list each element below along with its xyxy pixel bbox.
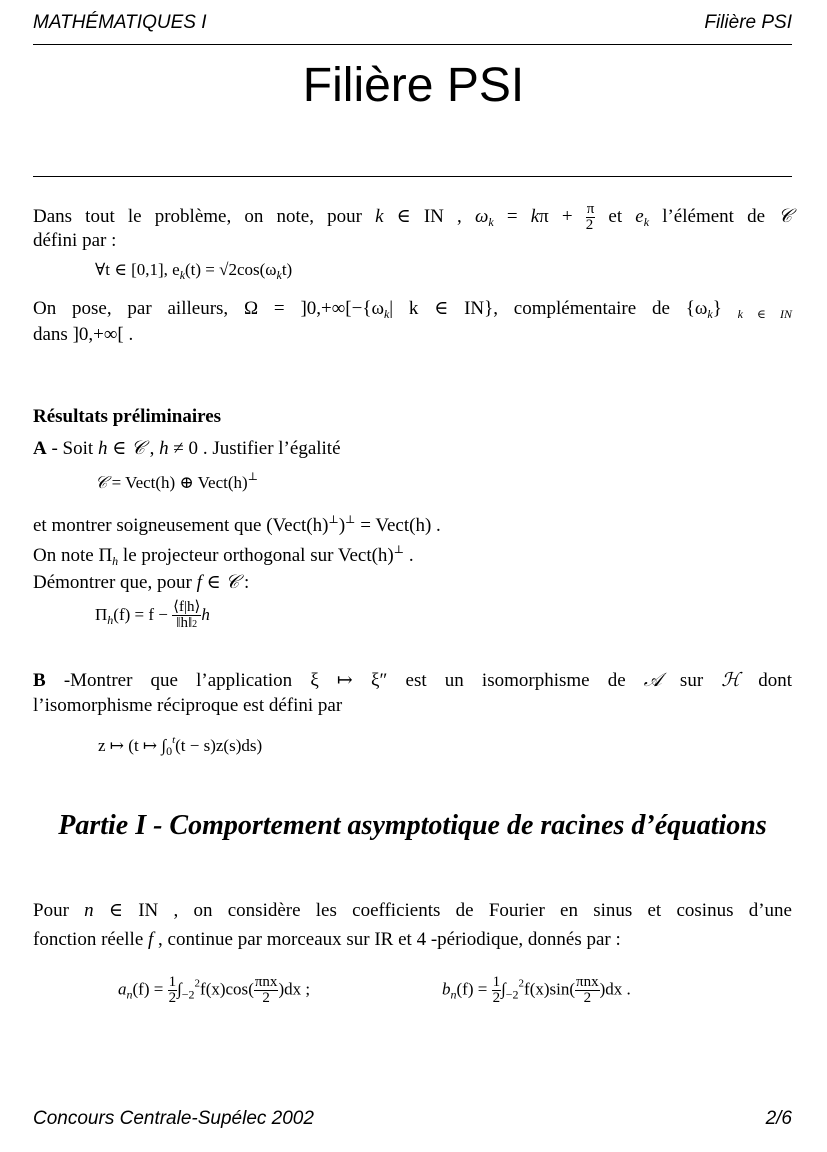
- intro-line-1: Dans tout le problème, on note, pour k ∈ IN , $\omega_k = k\pi$ + $\frac{\pi}{2}$ et $e_k$ l’élément de 𝒞: [33, 201, 793, 233]
- intro-line-2: défini par :: [33, 230, 117, 251]
- formula-inverse: z ↦ (t ↦ $\int_0^t(t - s)z(s)ds$): [98, 734, 263, 758]
- prelim-a-line-3: On note $\Pi_h$ le projecteur orthogonal sur Vect(h)⊥ .: [33, 544, 414, 568]
- header-left: MATHÉMATIQUES I: [33, 12, 207, 33]
- prelim-heading: Résultats préliminaires: [33, 406, 222, 427]
- footer-left: Concours Centrale-Supélec 2002: [33, 1108, 314, 1129]
- page-title: Filière PSI: [302, 59, 525, 112]
- header-right: Filière PSI: [704, 12, 792, 33]
- formula-ek: ∀t ∈ [0,1], $e_k(t) = √2\cos(\omega_kt)$: [95, 260, 293, 282]
- formula-decomposition: 𝒞 = Vect(h) ⊕ Vect(h)⊥: [95, 471, 259, 492]
- header-rule: [33, 44, 792, 45]
- prelim-a-line-4: Démontrer que, pour f ∈ 𝒞 :: [33, 572, 250, 593]
- prelim-a-line-2: et montrer soigneusement que (Vect(h)⊥)⊥ = Vect(h) .: [33, 514, 441, 536]
- intro-line-3: On pose, par ailleurs, $\Omega = ]0,+\infty[-\{\omega_k|$ k ∈ IN}, complémentaire de $\{\omega_k\}$ $_{k \in IN}$: [33, 298, 793, 321]
- formula-bn: $b_n(f)$ = $\frac{1}{2}$ $\int_{-2}^2f(x)\sin$( $\frac{\text{πnx}}{2}$ )dx .: [442, 974, 631, 1006]
- part1-title: Partie I - Comportement asymptotique de racines d’équations: [58, 810, 767, 841]
- prelim-b-line-2: l’isomorphisme réciproque est défini par: [33, 695, 343, 716]
- footer-right: 2/6: [765, 1108, 792, 1129]
- intro-line-4: dans ]0,+∞[ .: [33, 324, 134, 345]
- part1-line-2: fonction réelle f , continue par morceaux sur IR et 4 -périodique, donnés par :: [33, 929, 621, 950]
- prelim-a-line-1: A - Soit h ∈ 𝒞 , h ≠ 0 . Justifier l’égalité: [33, 438, 341, 459]
- formula-an: $a_n(f)$ = $\frac{1}{2}$ $\int_{-2}^2f(x)\cos$( $\frac{\text{πnx}}{2}$ )dx ;: [118, 974, 311, 1006]
- formula-projection: $\Pi_h(f) = f$ − $\frac{⟨f|h⟩}{‖h‖2}$ h: [95, 599, 210, 631]
- prelim-b-line-1: B -Montrer que l’application ξ ↦ ξ″ est un isomorphisme de 𝒜 sur ℋ dont: [33, 670, 792, 691]
- title-rule: [33, 176, 792, 177]
- part1-line-1: Pour n ∈ IN , on considère les coefficients de Fourier en sinus et cosinus d’une: [33, 900, 792, 921]
